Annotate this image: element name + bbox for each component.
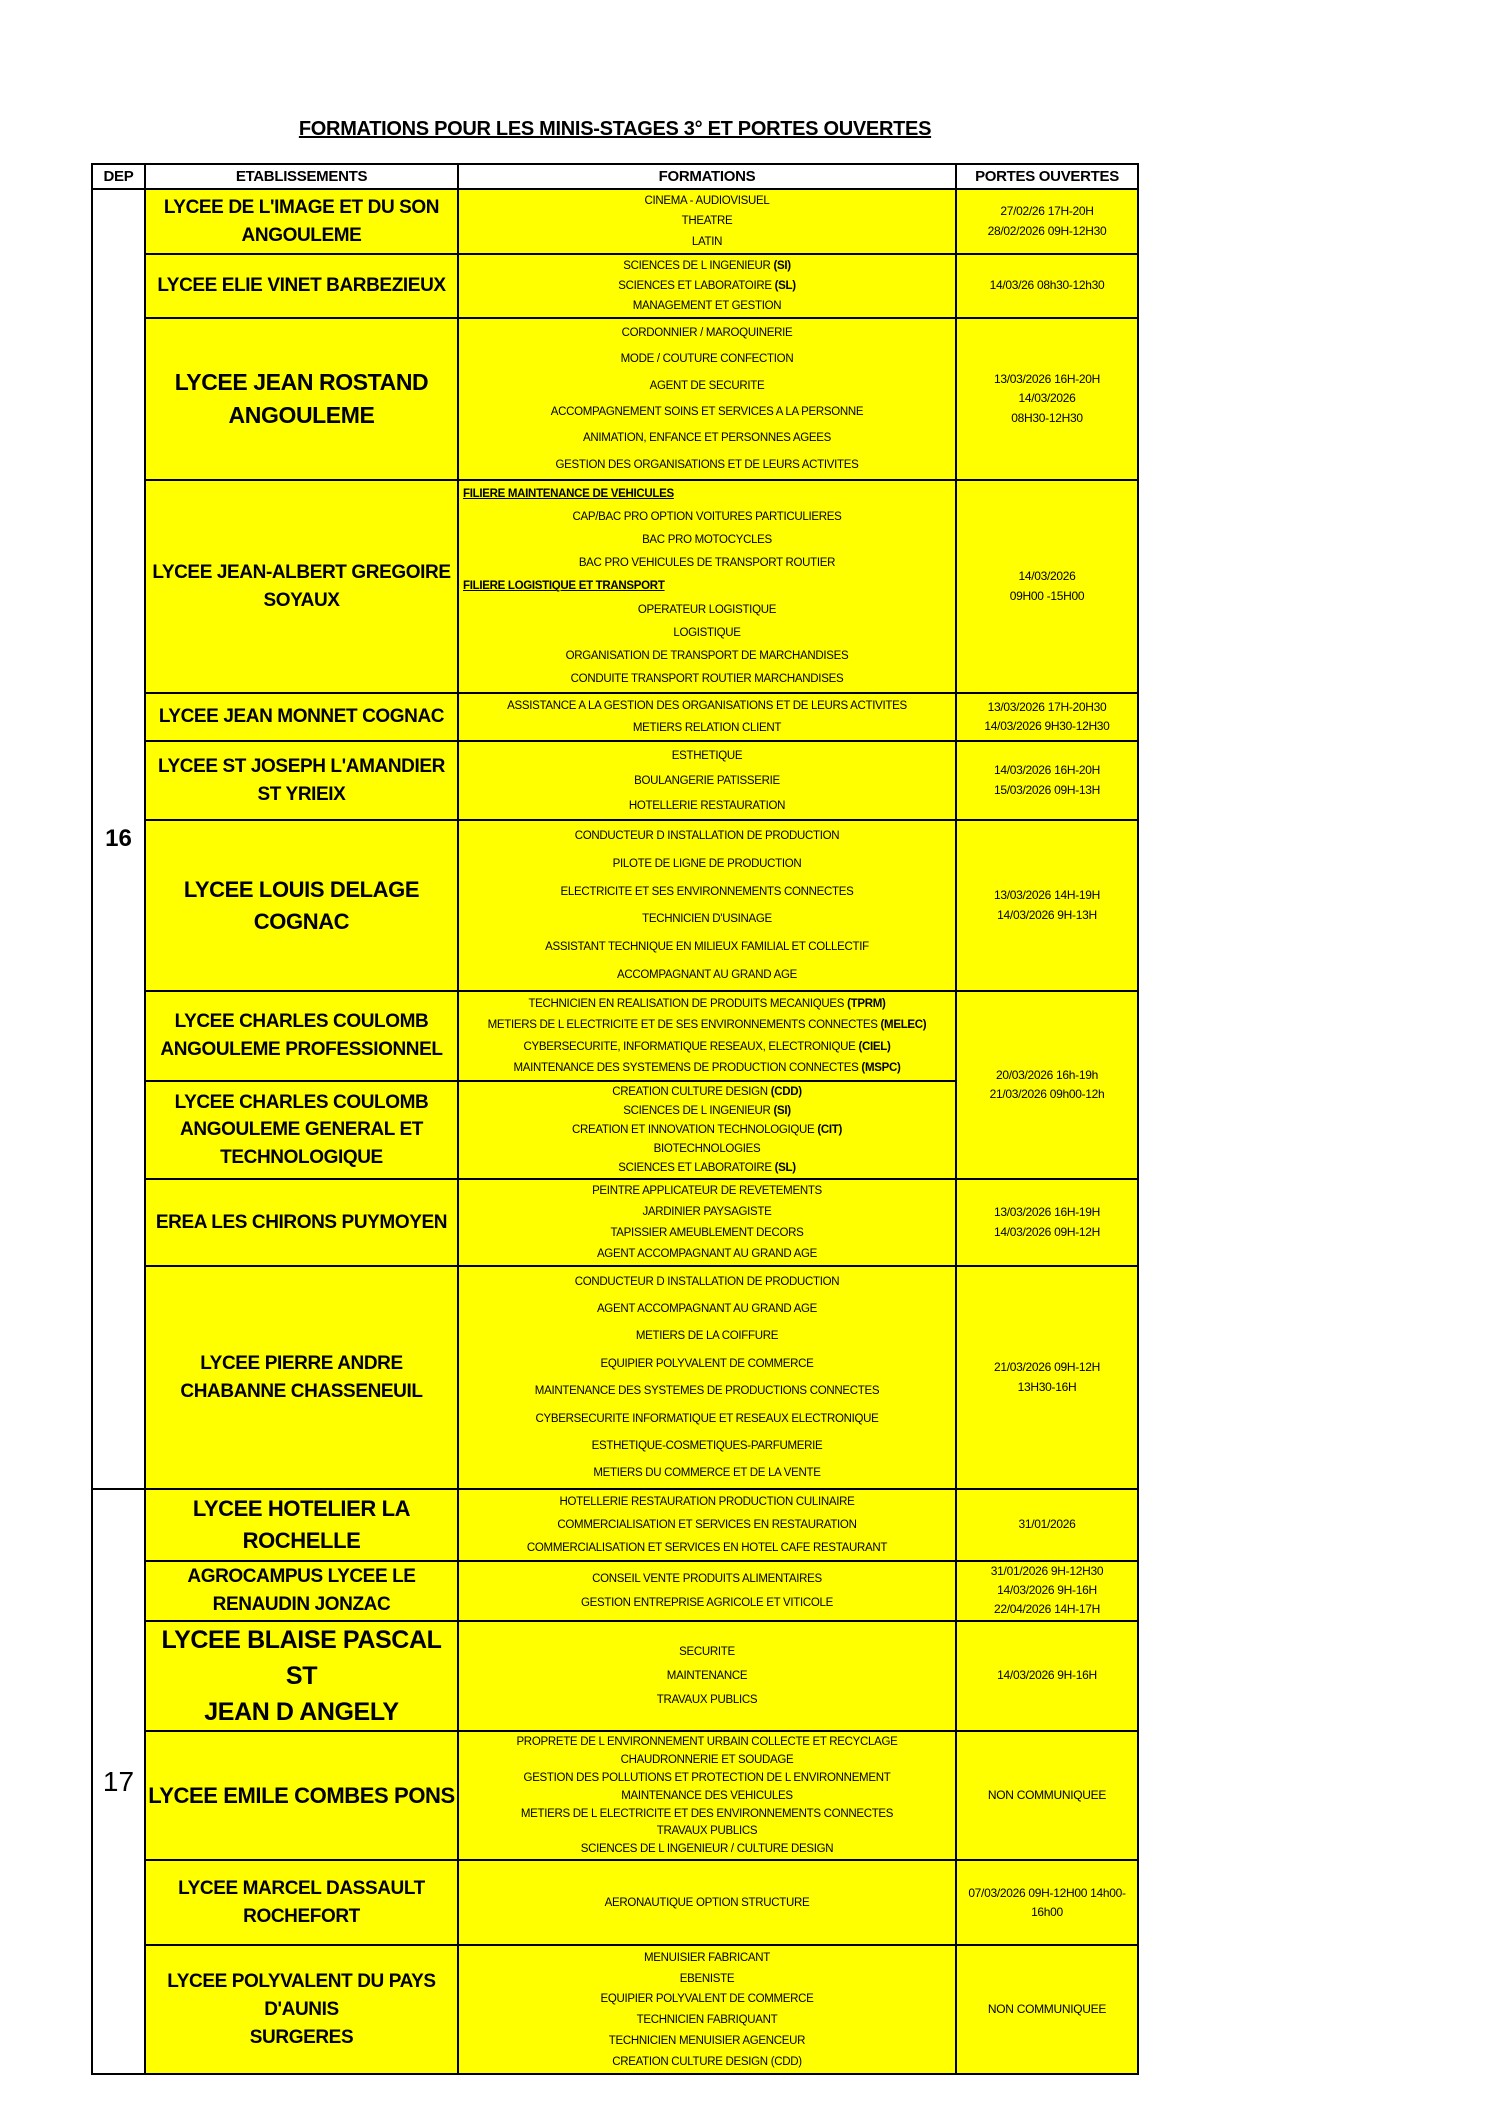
formations-cell [458,1731,956,1860]
formation-item: PROPRETE DE L ENVIRONNEMENT URBAIN COLLECTE ET RECYCLAGE [516,1736,898,1749]
formation-item: AGENT ACCOMPAGNANT AU GRAND AGE [596,1303,818,1316]
formation-abbr: (TPRM) [847,997,886,1010]
portes-ouvertes-date: 16h00 [1031,1904,1063,1919]
etablissement-cell [145,820,458,991]
portes-ouvertes-cell [956,1860,1138,1945]
portes-ouvertes-date: 13H30-16H [1017,1379,1077,1394]
etablissement-name-line: CHABANNE CHASSENEUIL [180,1380,423,1402]
portes-ouvertes-date: NON COMMUNIQUEE [987,2002,1107,2017]
portes-ouvertes-cell [956,1621,1138,1732]
portes-ouvertes-date: 14/03/2026 9H30-12H30 [984,719,1110,733]
formations-cell [458,480,956,693]
formations-cell [458,820,956,991]
formation-item: CHAUDRONNERIE ET SOUDAGE [620,1754,794,1767]
formations-list [461,1566,953,1615]
formation-item: BAC PRO MOTOCYCLES [642,534,772,547]
formation-item: MAINTENANCE DES VEHICULES [621,1789,793,1802]
formation-abbr: (CDD) [770,1086,802,1099]
formations-list [461,1491,953,1559]
header-etablissements: ETABLISSEMENTS [145,164,458,189]
etablissement-cell [145,254,458,318]
portes-ouvertes-cell [956,1489,1138,1561]
dep-cell: 16 [92,189,145,1489]
portes-ouvertes-date: 21/03/2026 09h00-12h [989,1087,1105,1101]
etablissement-name-line: LYCEE PIERRE ANDRE [200,1352,403,1374]
formation-item: ASSISTANT TECHNIQUE EN MILIEUX FAMILIAL ET COLLECTIF [545,941,869,954]
formation-item: CONDUITE TRANSPORT ROUTIER MARCHANDISES [570,673,844,686]
portes-ouvertes-date: NON COMMUNIQUEE [987,1788,1107,1803]
formation-abbr: (SI) [773,1105,791,1118]
formations-cell [458,991,956,1081]
formation-item: BOULANGERIE PATISSERIE [634,774,780,787]
table-row [92,189,1138,254]
formation-item: ACCOMPAGNANT AU GRAND AGE [617,969,797,982]
etablissement-name-line: LYCEE HOTELIER LA [192,1496,411,1522]
portes-ouvertes-cell [956,1561,1138,1621]
etablissement-name-line: ROCHEFORT [243,1905,360,1927]
formation-item: MENUISIER FABRICANT [644,1951,770,1964]
formation-item: TAPISSIER AMEUBLEMENT DECORS [610,1226,804,1239]
etablissement-name-line: LYCEE CHARLES COULOMB [174,1091,429,1113]
etablissement-name-line: COGNAC [253,908,350,934]
portes-ouvertes-date: 14/03/2026 9H-13H [997,907,1097,922]
portes-ouvertes-cell [956,1179,1138,1266]
portes-ouvertes-date: 22/04/2026 14H-17H [993,1602,1101,1617]
formations-list [461,256,953,316]
formation-item: CONDUCTEUR D INSTALLATION DE PRODUCTION [574,1275,840,1288]
etablissement-name-line: LYCEE LOUIS DELAGE [183,876,420,902]
formation-item: CONDUCTEUR D INSTALLATION DE PRODUCTION [574,829,840,842]
formations-list [461,320,953,478]
formation-item: METIERS RELATION CLIENT [632,722,782,734]
formation-abbr: (SL) [774,280,796,292]
portes-ouvertes-date: 13/03/2026 17H-20H30 [987,699,1107,714]
portes-ouvertes-date: 07/03/2026 09H-12H00 14h00- [968,1885,1126,1900]
etablissement-cell [145,1731,458,1860]
formation-item: SCIENCES ET LABORATOIRE (SL) [618,1161,796,1174]
formation-item: TECHNICIEN MENUISIER AGENCEUR [608,2035,806,2048]
formation-abbr: (SL) [774,1161,796,1174]
portes-ouvertes-date: 20/03/2026 16h-19h [995,1067,1099,1082]
formation-item: METIERS DE L ELECTRICITE ET DE SES ENVIRONNEMENTS CONNECTES (MELEC) [487,1019,927,1032]
formation-item: TECHNICIEN D'USINAGE [642,913,772,926]
table-row [92,318,1138,480]
formation-item: CYBERSECURITE, INFORMATIQUE RESEAUX, ELECTRONIQUE (CIEL) [523,1040,891,1053]
portes-ouvertes-date: 14/03/2026 9H-16H [997,1583,1097,1598]
etablissement-name-line: LYCEE POLYVALENT DU PAYS [167,1971,436,1993]
formation-item: GESTION ENTREPRISE AGRICOLE ET VITICOLE [580,1597,833,1610]
etablissement-name-line: LYCEE BLAISE PASCAL ST [161,1625,442,1690]
formation-item: TRAVAUX PUBLICS [656,1693,758,1706]
formation-item: THEATRE [681,215,733,228]
portes-ouvertes-date: 31/01/2026 9H-12H30 [990,1564,1104,1578]
formation-item: CAP/BAC PRO OPTION VOITURES PARTICULIERES [572,510,842,523]
formation-item: PEINTRE APPLICATEUR DE REVETEMENTS [592,1185,822,1198]
table-row [92,1731,1138,1860]
portes-ouvertes-cell [956,1945,1138,2074]
formation-item: ORGANISATION DE TRANSPORT DE MARCHANDISES [565,650,849,663]
formation-item: ACCOMPAGNEMENT SOINS ET SERVICES A LA PERSONNE [550,406,864,419]
formation-item: LATIN [691,235,723,248]
formation-item: CONSEIL VENTE PRODUITS ALIMENTAIRES [592,1572,822,1585]
etablissement-name-line: ANGOULEME [228,402,375,428]
formation-item: BIOTECHNOLOGIES [653,1142,761,1155]
formation-item: CREATION CULTURE DESIGN (CDD) [612,1086,802,1099]
portes-ouvertes-cell [956,1731,1138,1860]
portes-ouvertes-cell [956,480,1138,693]
formations-cell [458,1179,956,1266]
formation-item: AGENT DE SECURITE [649,379,765,392]
etablissement-name-line: ANGOULEME PROFESSIONNEL [160,1039,443,1060]
etablissement-name-line: SOYAUX [263,589,340,611]
header-dep: DEP [92,164,145,189]
table-row [92,741,1138,820]
formations-list [461,1947,953,2072]
portes-ouvertes-date: 13/03/2026 16H-20H [993,372,1101,387]
formations-cell [458,1489,956,1561]
header-formations: FORMATIONS [458,164,956,189]
formation-item: CYBERSECURITE INFORMATIQUE ET RESEAUX ELECTRONIQUE [535,1412,879,1425]
etablissement-cell [145,1860,458,1945]
table-row [92,254,1138,318]
etablissement-cell [145,189,458,254]
formation-item: PILOTE DE LIGNE DE PRODUCTION [612,857,802,870]
formation-item: MAINTENANCE [666,1669,748,1682]
portes-ouvertes-cell [956,820,1138,991]
formations-table [91,163,1139,2075]
filiere-heading: FILIERE LOGISTIQUE ET TRANSPORT [463,580,665,593]
table-row [92,480,1138,693]
formation-item: MANAGEMENT ET GESTION [632,300,782,312]
etablissement-name-line: TECHNOLOGIQUE [220,1146,383,1168]
etablissement-cell [145,480,458,693]
table-row [92,693,1138,741]
portes-ouvertes-cell [956,991,1138,1179]
portes-ouvertes-date: 14/03/2026 [1018,569,1076,584]
etablissement-cell [145,1561,458,1621]
formation-item: TECHNICIEN EN REALISATION DE PRODUITS MECANIQUES (TPRM) [528,997,886,1010]
formation-item: EQUIPIER POLYVALENT DE COMMERCE [600,1357,814,1370]
table-row [92,1945,1138,2074]
table-row [92,1489,1138,1561]
etablissement-cell [145,1266,458,1489]
portes-ouvertes-date: 14/03/2026 9H-16H [997,1668,1097,1683]
formation-item: AGENT ACCOMPAGNANT AU GRAND AGE [596,1247,818,1260]
etablissement-name-line: SURGERES [249,2026,354,2048]
formation-item: OPERATEUR LOGISTIQUE [637,603,777,616]
table-row [92,1621,1138,1732]
formation-item: ESTHETIQUE-COSMETIQUES-PARFUMERIE [591,1439,823,1452]
formation-item: GESTION DES POLLUTIONS ET PROTECTION DE L ENVIRONNEMENT [523,1771,891,1784]
filiere-heading: FILIERE MAINTENANCE DE VEHICULES [463,487,674,500]
table-row [92,1561,1138,1621]
etablissement-cell [145,991,458,1081]
formations-list [461,1862,953,1943]
etablissement-cell [145,741,458,820]
portes-ouvertes-date: 13/03/2026 14H-19H [993,888,1101,903]
formations-list [461,1268,953,1487]
formation-item: MAINTENANCE DES SYSTEMES DE PRODUCTIONS CONNECTES [534,1385,880,1398]
formation-item: ANIMATION, ENFANCE ET PERSONNES AGEES [583,432,831,445]
formation-item: MAINTENANCE DES SYSTEMENS DE PRODUCTION CONNECTES (MSPC) [513,1062,901,1075]
formations-cell [458,693,956,741]
table-body [92,189,1138,2074]
portes-ouvertes-date: 14/03/26 08h30-12h30 [989,278,1105,293]
formation-item: CREATION ET INNOVATION TECHNOLOGIQUE (CIT) [571,1123,843,1136]
page-title: FORMATIONS POUR LES MINIS-STAGES 3° ET PORTES OUVERTES [298,118,932,140]
formations-cell [458,1266,956,1489]
portes-ouvertes-date: 15/03/2026 09H-13H [993,782,1101,797]
etablissement-name-line: D'AUNIS [264,1999,339,2021]
formations-cell [458,254,956,318]
formation-abbr: (CIEL) [858,1040,891,1053]
formations-list [461,1733,953,1858]
formations-list [461,1181,953,1264]
formations-list [461,695,953,739]
etablissement-name-line: RENAUDIN JONZAC [212,1593,391,1615]
formation-item: TRAVAUX PUBLICS [656,1825,758,1838]
formation-item: CREATION CULTURE DESIGN (CDD) [612,2055,802,2068]
etablissement-name-line: LYCEE EMILE COMBES PONS [148,1782,455,1808]
table-row [92,1179,1138,1266]
formations-cell [458,1621,956,1732]
formation-abbr: (MSPC) [861,1062,901,1075]
formation-item: TECHNICIEN FABRIQUANT [636,2014,778,2027]
dep-cell: 17 [92,1489,145,2074]
etablissement-name-line: ST YRIEIX [257,783,346,805]
formation-abbr: (MELEC) [880,1019,927,1032]
etablissement-cell [145,693,458,741]
etablissement-name-line: LYCEE DE L'IMAGE ET DU SON [163,196,440,218]
etablissement-cell [145,1179,458,1266]
formation-item: ELECTRICITE ET SES ENVIRONNEMENTS CONNECTES [560,885,854,898]
formation-item: METIERS DE L ELECTRICITE ET DES ENVIRONNEMENTS CONNECTES [520,1807,894,1820]
formation-item: COMMERCIALISATION ET SERVICES EN RESTAURATION [557,1518,857,1531]
portes-ouvertes-date: 14/03/2026 09H-12H [993,1224,1101,1239]
formation-item: EBENISTE [679,1972,735,1985]
formations-cell [458,741,956,820]
etablissement-cell [145,1489,458,1561]
table-row [92,820,1138,991]
portes-ouvertes-date: 09H00 -15H00 [1009,588,1085,603]
formations-cell [458,1081,956,1179]
portes-ouvertes-cell [956,318,1138,480]
portes-ouvertes-cell [956,254,1138,318]
etablissement-name-line: EREA LES CHIRONS PUYMOYEN [155,1211,448,1233]
formation-item: SCIENCES ET LABORATOIRE (SL) [618,280,796,292]
formation-item: SCIENCES DE L INGENIEUR (SI) [623,260,791,272]
etablissement-name-line: LYCEE CHARLES COULOMB [174,1011,429,1033]
etablissement-name-line: LYCEE ST JOSEPH L'AMANDIER [158,755,445,777]
portes-ouvertes-date: 27/02/26 17H-20H [1000,204,1094,219]
formations-list [461,743,953,818]
formation-item: BAC PRO VEHICULES DE TRANSPORT ROUTIER [578,557,836,570]
formations-cell [458,1860,956,1945]
formation-item: LOGISTIQUE [673,626,741,639]
formation-item: COMMERCIALISATION ET SERVICES EN HOTEL CAFE RESTAURANT [526,1541,888,1554]
table-row [92,1266,1138,1489]
etablissement-cell [145,1621,458,1732]
table-header-row [92,164,1138,189]
formation-item: MODE / COUTURE CONFECTION [620,353,794,366]
formation-item: SECURITE [679,1645,735,1658]
etablissement-name-line: ROCHELLE [242,1528,361,1553]
header-portes-ouvertes: PORTES OUVERTES [956,164,1138,189]
formation-item: HOTELLERIE RESTAURATION PRODUCTION CULINAIRE [559,1496,855,1509]
formation-item: ASSISTANCE A LA GESTION DES ORGANISATIONS ET DE LEURS ACTIVITES [507,700,907,712]
etablissement-name-line: ANGOULEME GENERAL ET [180,1119,423,1141]
formations-list [461,191,953,252]
formation-item: SCIENCES DE L INGENIEUR (SI) [623,1105,791,1118]
portes-ouvertes-date: 14/03/2026 [1018,391,1076,406]
formation-item: HOTELLERIE RESTAURATION [628,799,786,812]
formations-cell [458,1945,956,2074]
etablissement-cell [145,1945,458,2074]
formation-item: CINEMA - AUDIOVISUEL [644,195,770,208]
table-row [92,1860,1138,1945]
portes-ouvertes-date: 31/01/2026 [1018,1517,1076,1532]
etablissement-name-line: ANGOULEME [241,224,362,246]
formations-cell [458,189,956,254]
formation-item: AERONAUTIQUE OPTION STRUCTURE [604,1896,810,1909]
formation-item: ESTHETIQUE [671,749,743,762]
etablissement-name-line: LYCEE ELIE VINET BARBEZIEUX [157,275,446,297]
formations-list [461,822,953,989]
portes-ouvertes-date: 21/03/2026 09H-12H [993,1360,1101,1375]
etablissement-name-line: AGROCAMPUS LYCEE LE [187,1566,416,1588]
etablissement-name-line: JEAN D ANGELY [204,1698,399,1727]
portes-ouvertes-cell [956,741,1138,820]
formation-item: EQUIPIER POLYVALENT DE COMMERCE [600,1993,814,2006]
etablissement-cell [145,318,458,480]
formation-abbr: (SI) [773,260,791,272]
portes-ouvertes-cell [956,1266,1138,1489]
table-row [92,991,1138,1081]
formation-abbr: (CIT) [817,1123,843,1136]
formation-item: METIERS DU COMMERCE ET DE LA VENTE [593,1467,821,1480]
formations-list [461,482,953,691]
formations-list [461,993,953,1079]
portes-ouvertes-date: 13/03/2026 16H-19H [993,1205,1101,1220]
etablissement-name-line: LYCEE JEAN MONNET COGNAC [158,706,445,728]
etablissement-name-line: LYCEE JEAN-ALBERT GREGOIRE [152,561,451,583]
formation-item: CORDONNIER / MAROQUINERIE [621,327,793,340]
portes-ouvertes-cell [956,693,1138,741]
portes-ouvertes-date: 08H30-12H30 [1011,410,1083,425]
formations-list [461,1083,953,1177]
formation-item: SCIENCES DE L INGENIEUR / CULTURE DESIGN [580,1843,834,1856]
etablissement-name-line: LYCEE JEAN ROSTAND [174,368,429,395]
portes-ouvertes-date: 28/02/2026 09H-12H30 [987,223,1107,238]
etablissement-cell [145,1081,458,1179]
portes-ouvertes-date: 14/03/2026 16H-20H [993,763,1101,778]
portes-ouvertes-cell [956,189,1138,254]
formations-list [461,1640,953,1712]
formations-cell [458,1561,956,1621]
formation-item: JARDINIER PAYSAGISTE [642,1206,772,1219]
formation-item: GESTION DES ORGANISATIONS ET DE LEURS ACTIVITES [555,458,859,471]
etablissement-name-line: LYCEE MARCEL DASSAULT [178,1878,425,1900]
formation-item: METIERS DE LA COIFFURE [635,1330,779,1343]
formations-cell [458,318,956,480]
